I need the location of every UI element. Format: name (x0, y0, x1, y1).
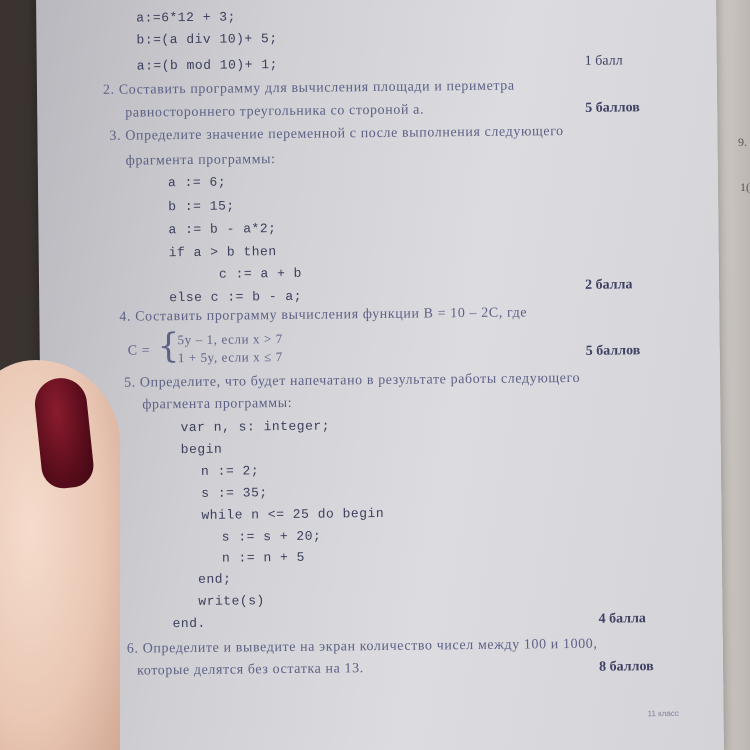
code-line: n := 2; (200, 463, 260, 479)
task1-points: 1 балл (584, 53, 623, 69)
code-line: end. (172, 615, 206, 632)
code-line: a := b - a*2; (168, 221, 277, 238)
code-line: while n <= 25 do begin (201, 505, 385, 523)
task5-text: 5. Определите, что будет напечатано в результате работы следующего (123, 370, 581, 391)
code-line: else c := b - a; (169, 288, 303, 306)
task2-text: равностороннего треугольника со стороной a. (125, 102, 425, 121)
task2-points: 5 баллов (585, 100, 640, 116)
code-line: a:=6*12 + 3; (136, 9, 236, 26)
task6-points: 8 баллов (598, 659, 654, 675)
code-line: if a > b then (168, 244, 277, 261)
task4-c-label: C = (127, 343, 151, 359)
task2-text: 2. Составить программу для вычисления площади и периметра (102, 78, 515, 98)
brace-symbol: { (157, 326, 180, 367)
task6-text: 6. Определите и выведите на экран количество чисел между 100 и 1000, (126, 636, 598, 657)
code-line: write(s) (198, 593, 265, 609)
task4-text: 4. Составить программу вычисления функции B = 10 – 2C, где (119, 305, 528, 325)
code-line: n := n + 5 (221, 549, 305, 566)
task3-text: фрагмента программы: (125, 152, 276, 169)
grade-footer: 11 класс (647, 708, 679, 719)
task3-text: 3. Определите значение переменной c после выполнения следующего (109, 124, 564, 144)
edge-mark: 1( (740, 180, 750, 194)
code-line: end; (198, 571, 232, 587)
task5-text: фрагмента программы: (142, 395, 293, 413)
task4-case: 1 + 5y, если x ≤ 7 (177, 349, 283, 366)
code-line: a:=(b mod 10)+ 1; (136, 57, 278, 74)
task3-points: 2 балла (584, 277, 633, 293)
code-line: var n, s: integer; (180, 418, 331, 436)
edge-mark: 9. (738, 135, 747, 149)
task5-points: 4 балла (598, 611, 646, 627)
worksheet-paper (36, 0, 724, 750)
code-line: c := a + b (218, 265, 303, 282)
code-line: b:=(a div 10)+ 5; (136, 31, 278, 48)
code-line: b := 15; (168, 198, 235, 215)
task6-text: которые делятся без остатка на 13. (137, 661, 364, 679)
code-line: begin (180, 441, 223, 458)
task4-points: 5 баллов (585, 343, 641, 359)
task4-case: 5y – 1, если x > 7 (177, 331, 283, 348)
code-line: s := 35; (201, 485, 268, 501)
code-line: s := s + 20; (221, 528, 322, 545)
code-line: a := 6; (167, 174, 227, 191)
